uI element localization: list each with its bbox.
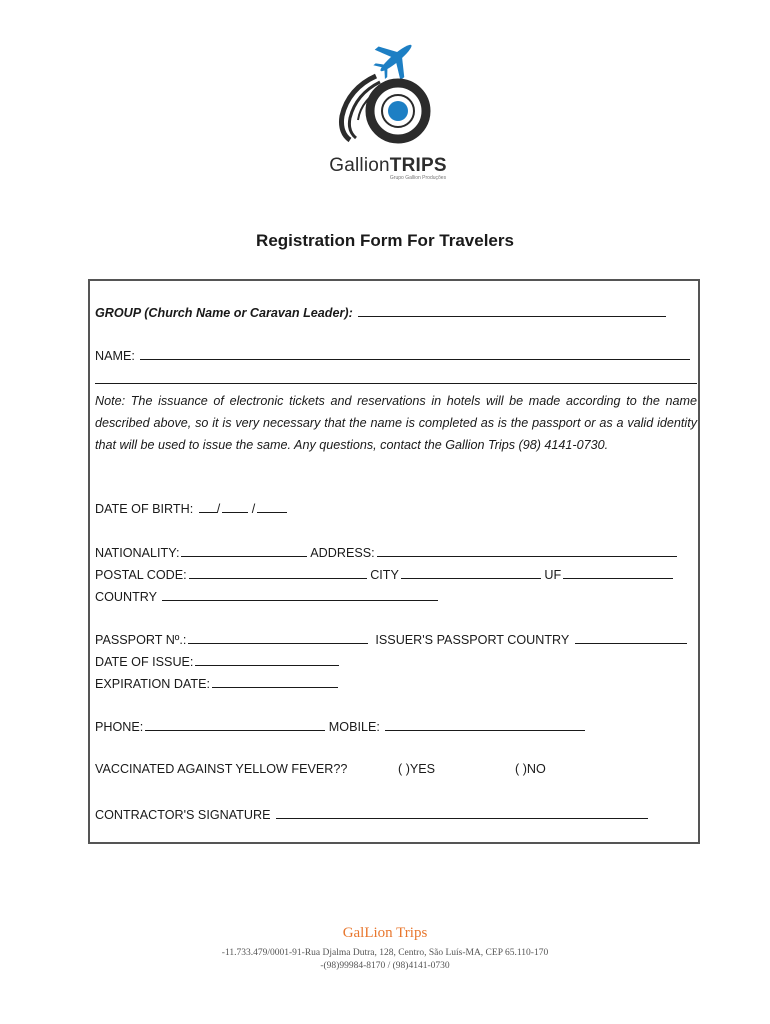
city-label: CITY <box>370 568 399 582</box>
uf-field[interactable] <box>563 566 673 579</box>
brand-subtitle: Grupo Gallion Produções <box>389 175 447 181</box>
mobile-label: MOBILE: <box>328 720 380 734</box>
country-field[interactable] <box>162 588 438 601</box>
vaccine-yes-option[interactable]: ( )YES <box>398 762 436 776</box>
issuer-country-field[interactable] <box>575 631 687 644</box>
issue-date-field[interactable] <box>195 653 339 666</box>
passport-field[interactable] <box>188 631 368 644</box>
footer-company-name: GalLion Trips <box>342 925 428 941</box>
nationality-row <box>95 544 677 560</box>
postal-code-label: POSTAL CODE: <box>95 568 187 582</box>
form-box <box>88 279 700 844</box>
footer-address-line2: -(98)99984-8170 / (98)4141-0730 <box>320 961 450 971</box>
dob-year-field[interactable] <box>257 500 287 513</box>
country-row <box>95 588 438 604</box>
vaccine-row <box>95 762 347 776</box>
signature-label: CONTRACTOR'S SIGNATURE <box>95 808 271 822</box>
name-label: NAME: <box>95 349 135 363</box>
page-title: Registration Form For Travelers <box>256 231 514 250</box>
passport-row <box>95 631 687 647</box>
address-label: ADDRESS: <box>310 546 375 560</box>
dob-month-field[interactable] <box>222 500 248 513</box>
group-label: GROUP (Church Name or Caravan Leader): <box>95 306 353 320</box>
vaccine-label: VACCINATED AGAINST YELLOW FEVER?? <box>95 762 348 776</box>
passport-label: PASSPORT Nº.: <box>95 633 187 647</box>
name-field-continuation[interactable] <box>95 383 697 384</box>
footer-address <box>0 947 770 973</box>
dob-label: DATE OF BIRTH: <box>95 502 194 516</box>
address-field[interactable] <box>377 544 677 557</box>
dob-separator: / <box>251 502 256 516</box>
issuer-country-label: ISSUER'S PASSPORT COUNTRY <box>375 633 570 647</box>
name-row <box>95 347 690 363</box>
phone-label: PHONE: <box>95 720 144 734</box>
city-field[interactable] <box>401 566 541 579</box>
postal-code-field[interactable] <box>189 566 367 579</box>
postal-row <box>95 566 673 582</box>
dob-separator: / <box>216 502 221 516</box>
nationality-field[interactable] <box>181 544 307 557</box>
name-field[interactable] <box>140 347 690 360</box>
country-label: COUNTRY <box>95 590 157 604</box>
expiration-label: EXPIRATION DATE: <box>95 677 210 691</box>
issue-date-row <box>95 653 339 669</box>
note-text: Note: The issuance of electronic tickets and reservations in hotels will be made according to the name described above, so it is very necessary that the name is completed as is the passport or as a valid identity that will be used to issue the same. Any questions, contact the Gallion Trips (98) 4141-0730. <box>95 394 697 452</box>
dob-row <box>95 500 287 516</box>
expiration-field[interactable] <box>212 675 338 688</box>
footer-address-line1: -11.733.479/0001-91-Rua Djalma Dutra, 128, Centro, São Luís-MA, CEP 65.110-170 <box>221 948 549 958</box>
group-field[interactable] <box>358 304 666 317</box>
phone-field[interactable] <box>145 718 325 731</box>
brand-light: Gallion <box>329 155 390 176</box>
brand-name <box>318 155 458 177</box>
dob-day-field[interactable] <box>199 500 217 513</box>
expiration-row <box>95 675 338 691</box>
signature-field[interactable] <box>276 806 648 819</box>
vaccine-no-option[interactable]: ( )NO <box>515 762 546 776</box>
phone-row <box>95 718 585 734</box>
group-row <box>95 304 666 320</box>
nationality-label: NATIONALITY: <box>95 546 180 560</box>
mobile-field[interactable] <box>385 718 585 731</box>
issue-date-label: DATE OF ISSUE: <box>95 655 194 669</box>
signature-row <box>95 806 648 822</box>
uf-label: UF <box>544 568 562 582</box>
brand-bold: TRIPS <box>389 155 447 176</box>
